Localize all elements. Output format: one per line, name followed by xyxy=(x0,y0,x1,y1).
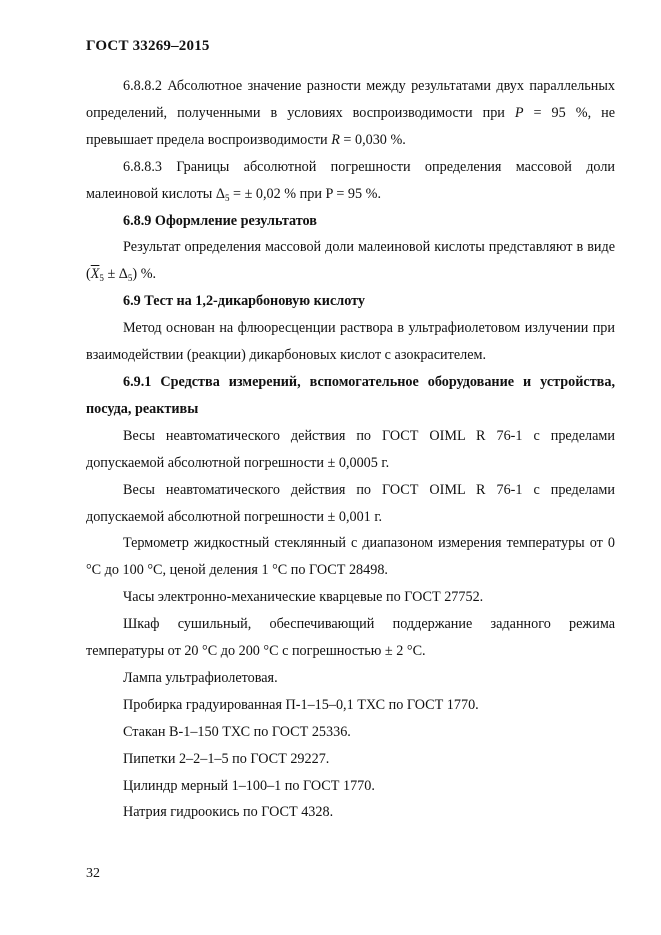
paragraph-6-8-8-3 xyxy=(86,154,615,208)
paragraph-pipettes: Пипетки 2–2–1–5 по ГОСТ 29227. xyxy=(123,750,330,767)
document-header: ГОСТ 33269–2015 xyxy=(86,38,210,54)
text-run: Результат определения массовой доли малеиновой кислоты представляют в виде ( xyxy=(86,239,615,283)
page-number: 32 xyxy=(86,866,100,881)
heading-6-8-9: 6.8.9 Оформление результатов xyxy=(123,212,317,229)
subscript: 5 xyxy=(224,192,230,203)
heading-6-9: 6.9 Тест на 1,2-дикарбоновую кислоту xyxy=(123,293,366,310)
paragraph-beaker: Стакан В-1–150 ТХС по ГОСТ 25336. xyxy=(123,723,351,740)
symbol-p: P xyxy=(514,104,524,121)
paragraph-scales-1: Весы неавтоматического действия по ГОСТ OIML R 76-1 с пределами допускаемой абсолютной погрешности ± 0,0005 г. xyxy=(86,427,615,471)
paragraph-uv-lamp: Лампа ультрафиолетовая. xyxy=(123,669,278,686)
text-run: 6.8.8.3 Границы абсолютной погрешности определения массовой доли малеиновой кислоты Δ xyxy=(86,158,615,202)
text-run: = ± 0,02 % при P = 95 %. xyxy=(229,185,382,202)
text-run: ± Δ xyxy=(103,266,128,283)
subscript: 5 xyxy=(127,273,133,284)
paragraph-method: Метод основан на флюоресценции раствора в ультрафиолетовом излучении при взаимодействии (реакции) дикарбоновых кислот с азокрасителем. xyxy=(86,320,615,364)
heading-6-9-1: 6.9.1 Средства измерений, вспомогательное оборудование и устройства, посуда, реактивы xyxy=(86,373,615,417)
paragraph-test-tube: Пробирка градуированная П-1–15–0,1 ТХС по ГОСТ 1770. xyxy=(123,696,479,713)
paragraph-6-8-8-2 xyxy=(86,73,615,154)
paragraph-result-format xyxy=(86,234,615,288)
paragraph-sodium-hydroxide: Натрия гидроокись по ГОСТ 4328. xyxy=(123,804,334,821)
paragraph-drying-oven: Шкаф сушильный, обеспечивающий поддержание заданного режима температуры от 20 °С до 200 °С с погрешностью ± 2 °С. xyxy=(86,616,615,660)
paragraph-scales-2: Весы неавтоматического действия по ГОСТ OIML R 76-1 с пределами допускаемой абсолютной погрешности ± 0,001 г. xyxy=(86,481,615,525)
symbol-r: R xyxy=(331,131,340,148)
paragraph-clock: Часы электронно-механические кварцевые по ГОСТ 27752. xyxy=(123,589,484,606)
paragraph-cylinder: Цилиндр мерный 1–100–1 по ГОСТ 1770. xyxy=(123,777,375,794)
text-run: = 95 %, не превышает предела воспроизводимости xyxy=(86,104,615,148)
text-run: ) %. xyxy=(132,266,157,283)
symbol-x-mean: $\overline{X}$ xyxy=(90,266,100,283)
paragraph-thermometer: Термометр жидкостный стеклянный с диапазоном измерения температуры от 0 °С до 100 °С, ценой деления 1 °С по ГОСТ 28498. xyxy=(86,535,615,579)
subscript: 5 xyxy=(99,273,104,284)
text-run: = 0,030 %. xyxy=(339,131,406,148)
text-run: 6.8.8.2 Абсолютное значение разности между результатами двух параллельных определений, полученными в условиях воспроизводимости при xyxy=(86,78,615,121)
document-body xyxy=(86,73,615,826)
